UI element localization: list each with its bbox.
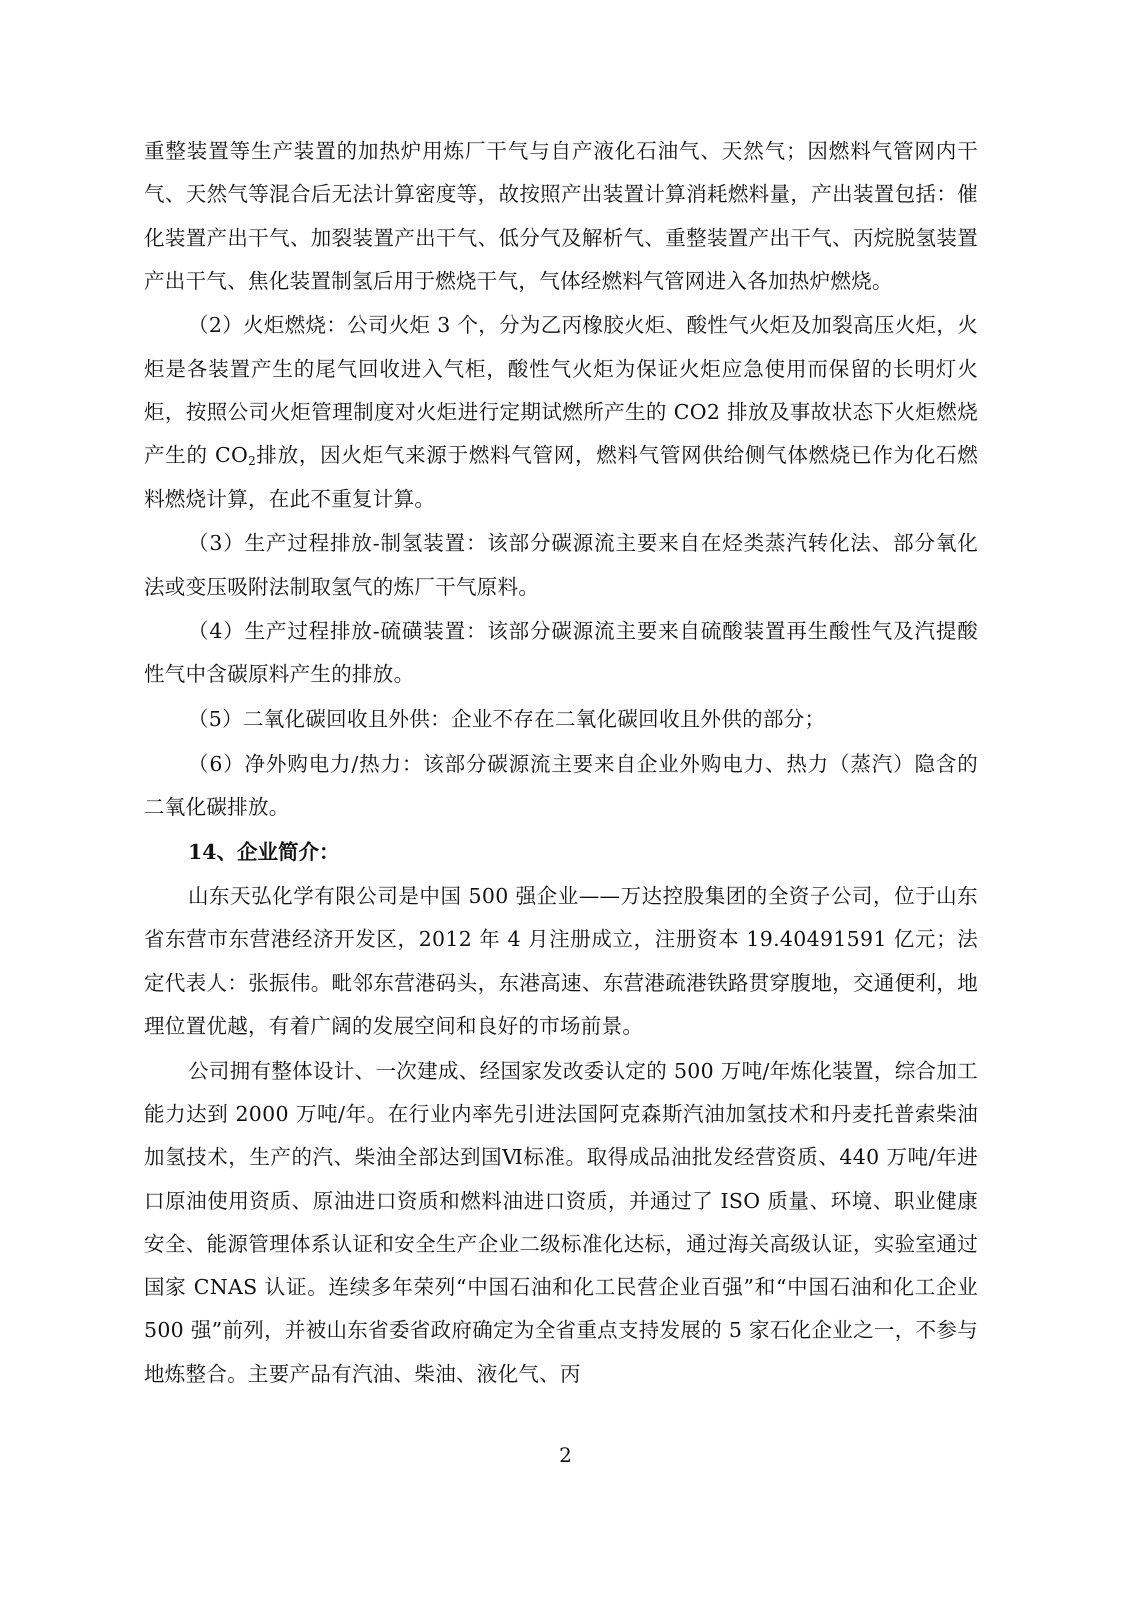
paragraph-purchased-power: （6）净外购电力/热力：该部分碳源流主要来自企业外购电力、热力（蒸汽）隐含的二氧化碳排放。 [144, 751, 978, 819]
paragraph-hydrogen-unit: （3）生产过程排放-制氢装置：该部分碳源流主要来自在烃类蒸汽转化法、部分氧化法或变压吸附法制取氢气的炼厂干气原料。 [144, 531, 978, 599]
paragraph-sulfur-unit: （4）生产过程排放-硫磺装置：该部分碳源流主要来自硫酸装置再生酸性气及汽提酸性气中含碳原料产生的排放。 [144, 619, 978, 687]
paragraph-fuel-gas-continuation: 重整装置等生产装置的加热炉用炼厂干气与自产液化石油气、天然气；因燃料气管网内干气、天然气等混合后无法计算密度等，故按照产出装置计算消耗燃料量，产出装置包括：催化装置产出干气、加裂装置产出干气、低分气及解析气、重整装置产出干气、丙烷脱氢装置产出干气、焦化装置制氢后用于燃烧干气，气体经燃料气管网进入各加热炉燃烧。 [144, 139, 978, 293]
paragraph-flare-combustion [144, 304, 978, 520]
document-body [144, 130, 978, 1530]
paragraph-co2-recovery: （5）二氧化碳回收且外供：企业不存在二氧化碳回收且外供的部分； [188, 707, 826, 732]
page-number: 2 [559, 1443, 572, 1467]
paragraph-company-capabilities: 公司拥有整体设计、一次建成、经国家发改委认定的 500 万吨/年炼化装置，综合加工能力达到 2000 万吨/年。在行业内率先引进法国阿克森斯汽油加氢技术和丹麦托普索柴油加氢技术，生产的汽、柴油全部达到国Ⅵ标准。取得成品油批发经营资质、440 万吨/年进口原油使用资质、原油进口资质和燃料油进口资质，并通过了 ISO 质量、环境、职业健康安全、能源管理体系认证和安全生产企业二级标准化达标，通过海关高级认证，实验室通过国家 CNAS 认证。连续多年荣列“中国石油和化工民营企业百强”和“中国石油和化工企业 500 强”前列，并被山东省委省政府确定为全省重点支持发展的 5 家石化企业之一，不参与地炼整合。主要产品有汽油、柴油、液化气、丙 [144, 1058, 978, 1386]
co2-subscript: 2 [248, 454, 256, 469]
flare-text-part1: （2）火炬燃烧：公司火炬 3 个，分为乙丙橡胶火炬、酸性气火炬及加裂高压火炬，火炬是各装置产生的尾气回收进入气柜，酸性气火炬为保证火炬应急使用而保留的长明灯火炬，按照公司火炬管理制度对火炬进行定期试燃所产生的 CO2 排放及事故状态下火炬燃烧产生的 CO [144, 313, 978, 468]
section-heading-company-profile: 14、企业简介： [188, 839, 340, 864]
flare-text-part2: 排放，因火炬气来源于燃料气管网，燃料气管网供给侧气体燃烧已作为化石燃料燃烧计算，在此不重复计算。 [144, 443, 979, 511]
paragraph-company-intro: 山东天弘化学有限公司是中国 500 强企业——万达控股集团的全资子公司，位于山东省东营市东营港经济开发区，2012 年 4 月注册成立，注册资本 19.40491591 亿元；法定代表人：张振伟。毗邻东营港码头，东港高速、东营港疏港铁路贯穿腹地，交通便利，地理位置优越，有着广阔的发展空间和良好的市场前景。 [144, 884, 978, 1039]
